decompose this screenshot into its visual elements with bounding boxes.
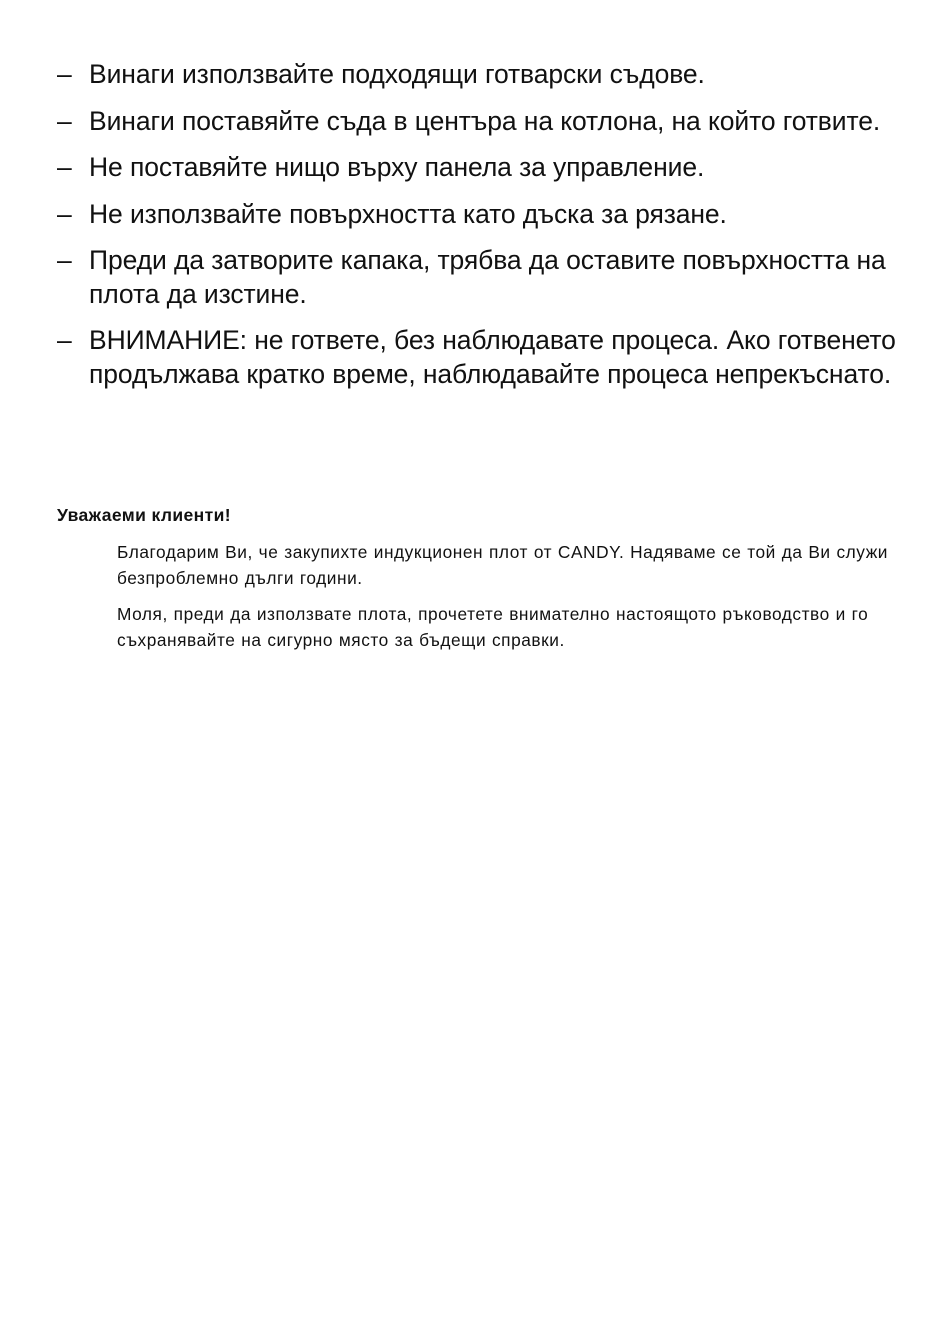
bullet-dash: –: [57, 245, 72, 275]
bullet-item: [57, 244, 927, 311]
bullet-text: Винаги използвайте подходящи готварски съдове.: [89, 59, 705, 89]
bullet-dash: –: [57, 105, 72, 136]
bullet-dash: –: [57, 59, 72, 89]
bullet-text: Не поставяйте нищо върху панела за управление.: [89, 152, 705, 182]
intro-text: [117, 539, 937, 663]
bullet-text: Преди да затворите капака, трябва да оставите повърхността на плота да изстине.: [89, 245, 886, 309]
section-heading: Уважаеми клиенти!: [57, 505, 232, 525]
bullet-item: [57, 324, 927, 391]
bullet-text: ВНИМАНИЕ: не гответе, без наблюдавате процеса. Ако готвенето продължава кратко време, наблюдавайте процеса непрекъснато.: [89, 325, 896, 389]
bullet-text: Не използвайте повърхността като дъска за рязане.: [89, 198, 727, 229]
intro-paragraph: Моля, преди да използвате плота, прочетете внимателно настоящото ръководство и го съхранявайте на сигурно място за бъдещи справки.: [117, 604, 869, 650]
bullet-dash: –: [57, 198, 72, 229]
intro-paragraph: Благодарим Ви, че закупихте индукционен плот от CANDY. Надяваме се той да Ви служи безпроблемно дълги години.: [117, 542, 889, 588]
bullet-item: [57, 198, 927, 232]
bullet-item: [57, 105, 927, 139]
bullet-text: Винаги поставяйте съда в центъра на котлона, на който готвите.: [89, 105, 881, 136]
bullet-dash: –: [57, 325, 72, 355]
bullet-item: [57, 151, 927, 185]
bullet-dash: –: [57, 152, 72, 182]
bullet-item: [57, 58, 927, 92]
safety-bullet-list: [57, 58, 927, 404]
